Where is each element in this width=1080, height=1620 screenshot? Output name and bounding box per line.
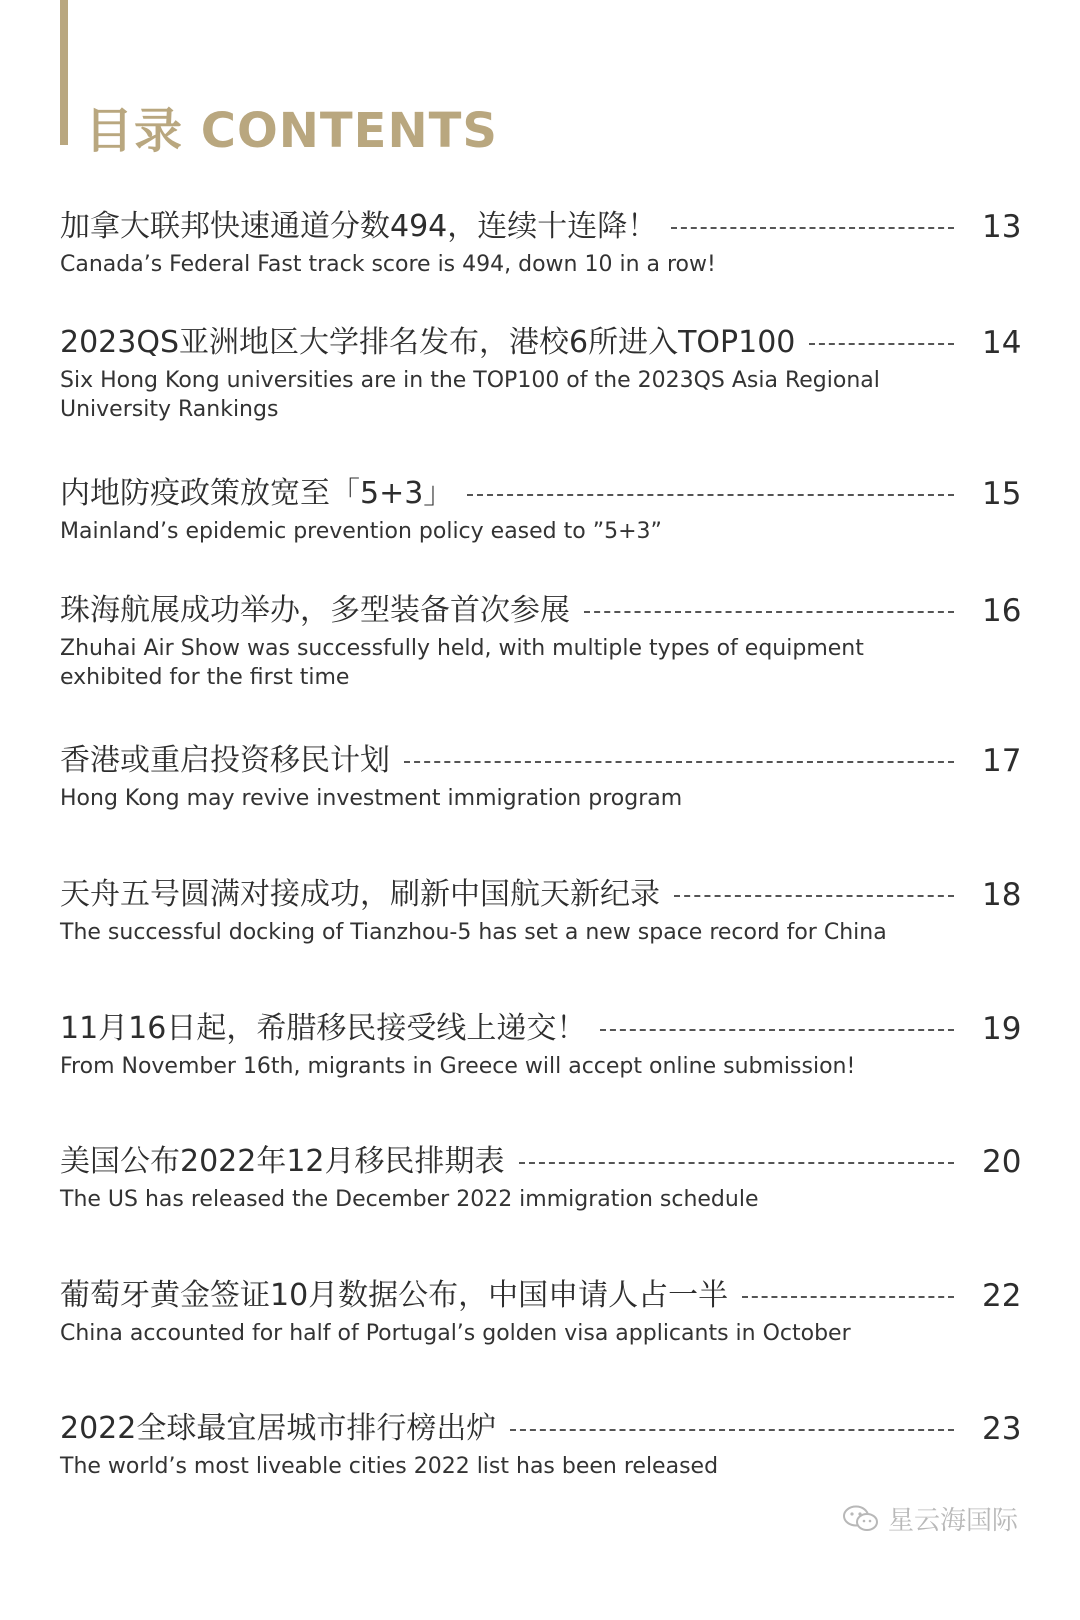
toc-entry-head	[60, 1408, 1020, 1450]
toc-entry[interactable]	[60, 1008, 1020, 1081]
toc-entry-title-en: The US has released the December 2022 immigration schedule	[60, 1187, 759, 1212]
toc-entry-title-cn: 天舟五号圆满对接成功，刷新中国航天新纪录	[60, 877, 660, 912]
toc-entry-title-en: The successful docking of Tianzhou-5 has set a new space record for China	[60, 920, 887, 945]
dotted-leader	[519, 1162, 954, 1164]
page-title: 目录 CONTENTS	[85, 103, 498, 159]
toc-entry[interactable]	[60, 1275, 1020, 1348]
dotted-leader	[584, 611, 954, 613]
dotted-leader	[600, 1029, 954, 1031]
toc-entry-page-number: 18	[982, 877, 1022, 913]
toc-entry[interactable]	[60, 1141, 1020, 1214]
toc-entry-title-en: Mainland’s epidemic prevention policy eased to ”5+3”	[60, 519, 662, 544]
toc-entry-title-cn: 珠海航展成功举办，多型装备首次参展	[60, 593, 570, 628]
toc-entry[interactable]	[60, 473, 1020, 546]
toc-entry-title-cn: 2023QS亚洲地区大学排名发布，港校6所进入TOP100	[60, 325, 796, 360]
toc-entry-head	[60, 1141, 1020, 1183]
toc-entry-title-cn: 2022全球最宜居城市排行榜出炉	[60, 1411, 497, 1446]
toc-entry-title-en: The world’s most liveable cities 2022 list has been released	[60, 1454, 719, 1479]
toc-entry-title-en: From November 16th, migrants in Greece will accept online submission!	[60, 1054, 856, 1079]
toc-entry-title-cn: 葡萄牙黄金签证10月数据公布，中国申请人占一半	[60, 1278, 729, 1313]
dotted-leader	[510, 1429, 954, 1431]
toc-entry[interactable]	[60, 206, 1020, 279]
toc-entry-title-cn: 加拿大联邦快速通道分数494，连续十连降！	[60, 209, 658, 244]
toc-entry[interactable]	[60, 590, 1020, 692]
dotted-leader	[467, 494, 954, 496]
toc-entry-head	[60, 1008, 1020, 1050]
dotted-leader	[742, 1296, 954, 1298]
toc-entry-page-number: 16	[982, 593, 1022, 629]
toc-entry-page-number: 14	[982, 325, 1022, 361]
toc-entry-page-number: 15	[982, 476, 1022, 512]
toc-entry-head	[60, 1275, 1020, 1317]
dotted-leader	[674, 895, 954, 897]
watermark	[842, 1500, 1018, 1537]
toc-entry-title-en: Canada’s Federal Fast track score is 494, down 10 in a row!	[60, 252, 716, 277]
toc-entry-page-number: 20	[982, 1144, 1022, 1180]
toc-entry-page-number: 19	[982, 1011, 1022, 1047]
toc-entry-title-en: Six Hong Kong universities are in the TOP100 of the 2023QS Asia Regional University Rankings	[60, 368, 880, 422]
toc-entry-head	[60, 740, 1020, 782]
toc-entry-head	[60, 473, 1020, 515]
toc-entry-page-number: 17	[982, 743, 1022, 779]
toc-entry-title-en: China accounted for half of Portugal’s golden visa applicants in October	[60, 1321, 851, 1346]
dotted-leader	[809, 343, 954, 345]
wechat-icon	[842, 1504, 880, 1534]
toc-entry-head	[60, 206, 1020, 248]
toc-entry-page-number: 13	[982, 209, 1022, 245]
dotted-leader	[671, 227, 954, 229]
toc-entry-title-en: Zhuhai Air Show was successfully held, with multiple types of equipment exhibited for the first time	[60, 636, 864, 690]
toc-entry-title-cn: 香港或重启投资移民计划	[60, 743, 390, 778]
toc-entry-title-cn: 美国公布2022年12月移民排期表	[60, 1144, 505, 1179]
toc-entry[interactable]	[60, 1408, 1020, 1481]
toc-entry[interactable]	[60, 740, 1020, 813]
toc-entry-title-en: Hong Kong may revive investment immigration program	[60, 786, 683, 811]
toc-entry-title-cn: 11月16日起，希腊移民接受线上递交！	[60, 1011, 587, 1046]
toc-entry-head	[60, 590, 1020, 632]
toc-entry-page-number: 23	[982, 1411, 1022, 1447]
toc-entry-head	[60, 874, 1020, 916]
toc-entry-title-cn: 内地防疫政策放宽至「5+3」	[60, 476, 454, 511]
dotted-leader	[404, 761, 954, 763]
toc-entry[interactable]	[60, 322, 1020, 424]
toc-entry[interactable]	[60, 874, 1020, 947]
toc-entry-page-number: 22	[982, 1278, 1022, 1314]
accent-bar	[60, 0, 68, 145]
watermark-text: 星云海国际	[887, 1506, 1018, 1536]
toc-entry-head	[60, 322, 1020, 364]
